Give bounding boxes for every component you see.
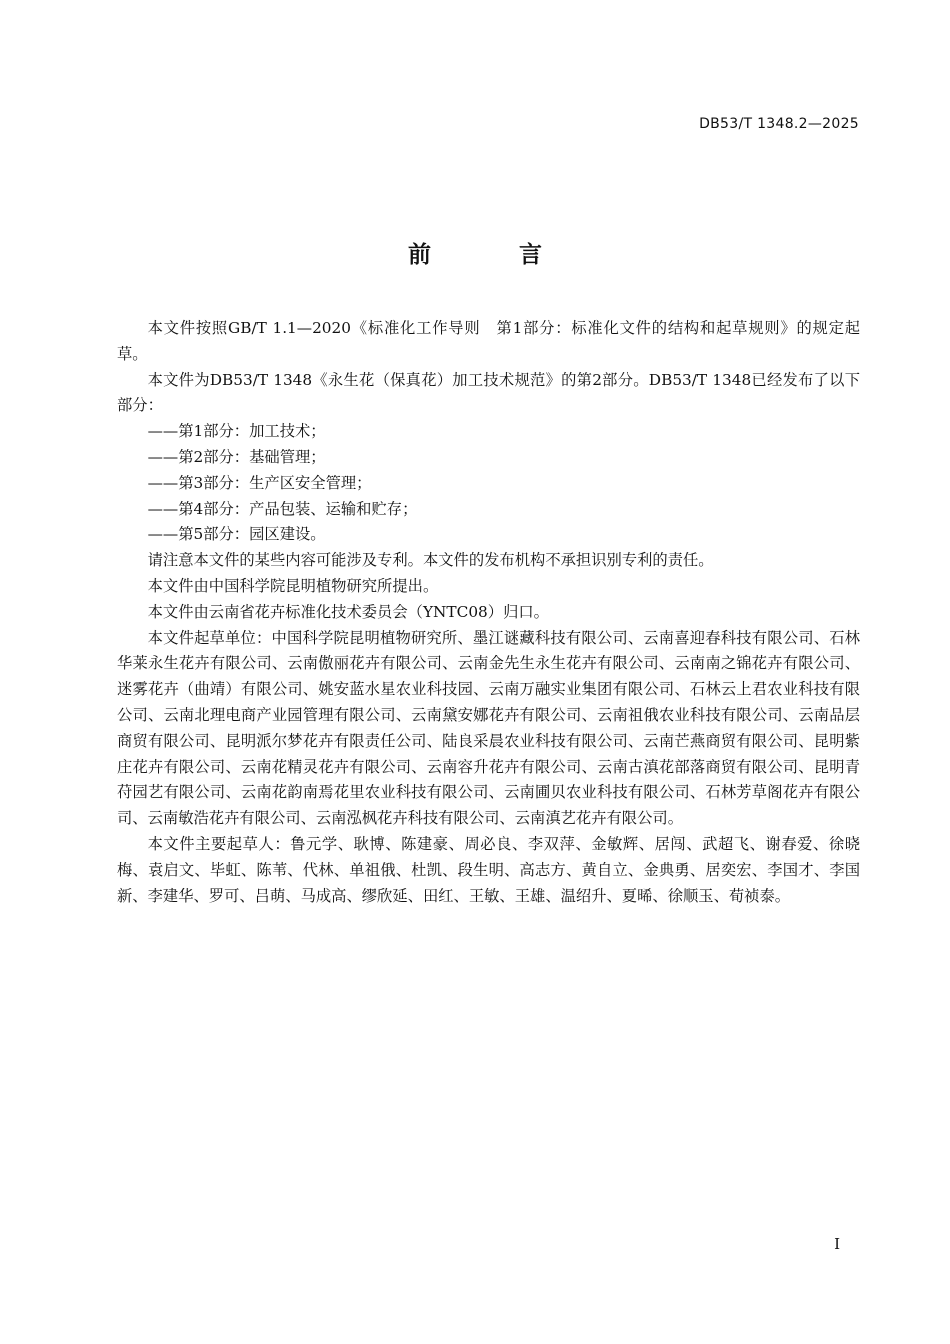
paragraph: 本文件由中国科学院昆明植物研究所提出。 [147,576,439,595]
document-body [117,316,860,909]
list-item: ——第2部分：基础管理； [147,447,326,466]
page-title: 前 言 [407,242,582,268]
list-item: ——第4部分：产品包装、运输和贮存； [147,499,418,518]
paragraph: 本文件由云南省花卉标准化技术委员会（YNTC08）归口。 [147,602,549,621]
paragraph: 本文件按照GB/T 1.1—2020《标准化工作导则 第1部分：标准化文件的结构和起草规则》的规定起草。 [117,319,860,363]
drafting-units-paragraph: 本文件起草单位：中国科学院昆明植物研究所、墨江谜藏科技有限公司、云南喜迎春科技有限公司、石林华莱永生花卉有限公司、云南傲丽花卉有限公司、云南金先生永生花卉有限公司、云南南之锦花卉有限公司、迷雾花卉（曲靖）有限公司、姚安蓝水星农业科技园、云南万融实业集团有限公司、石林云上君农业科技有限公司、云南北理电商产业园管理有限公司、云南黛安娜花卉有限公司、云南祖俄农业科技有限公司、云南品层商贸有限公司、昆明派尔梦花卉有限责任公司、陆良采晨农业科技有限公司、云南芒燕商贸有限公司、昆明紫庄花卉有限公司、云南花精灵花卉有限公司、云南容升花卉有限公司、云南古滇花部落商贸有限公司、昆明青苻园艺有限公司、云南花韵南焉花里农业科技有限公司、云南圃贝农业科技有限公司、石林芳草阁花卉有限公司、云南敏浩花卉有限公司、云南泓枫花卉科技有限公司、云南滇艺花卉有限公司。 [117,628,860,828]
drafters-paragraph: 本文件主要起草人：鲁元学、耿博、陈建豪、周必良、李双萍、金敏辉、居闯、武超飞、谢春爱、徐晓梅、袁启文、毕虹、陈苇、代林、单祖俄、杜凯、段生明、高志方、黄自立、金典勇、居奕宏、李国才、李国新、李建华、罗可、吕萌、马成高、缪欣延、田红、王敏、王雄、温绍升、夏晞、徐顺玉、荀祯泰。 [117,834,860,905]
document-code: DB53/T 1348.2—2025 [699,116,859,132]
list-item: ——第1部分：加工技术； [147,422,326,441]
paragraph: 本文件为DB53/T 1348《永生花（保真花）加工技术规范》的第2部分。DB53/T 1348已经发布了以下部分： [117,370,860,415]
list-item: ——第5部分：园区建设。 [147,525,326,544]
page-number: I [834,1235,840,1253]
paragraph: 请注意本文件的某些内容可能涉及专利。本文件的发布机构不承担识别专利的责任。 [147,551,714,570]
list-item: ——第3部分：生产区安全管理； [147,473,372,492]
